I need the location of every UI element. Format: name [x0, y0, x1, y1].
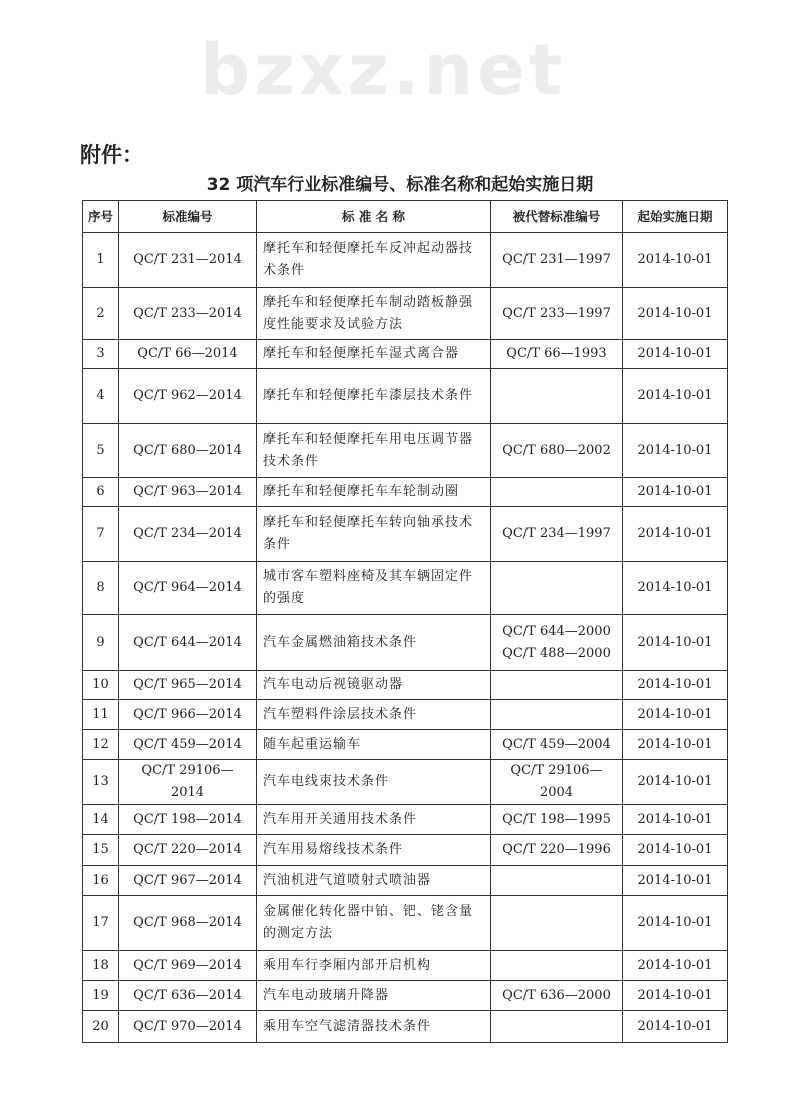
table-row — [83, 805, 728, 835]
standard-name: 摩托车和轻便摩托车转向轴承技术条件 — [257, 507, 491, 562]
standard-code: QC/T 966—2014 — [119, 700, 257, 730]
start-date: 2014-10-01 — [623, 760, 728, 805]
start-date: 2014-10-01 — [623, 981, 728, 1011]
header-no: 序号 — [83, 201, 119, 233]
start-date: 2014-10-01 — [623, 478, 728, 507]
replaced-code: QC/T 680—2002 — [491, 424, 623, 478]
start-date: 2014-10-01 — [623, 730, 728, 760]
row-number: 16 — [83, 866, 119, 896]
replaced-code — [491, 700, 623, 730]
standard-name: 汽车电线束技术条件 — [257, 760, 491, 805]
table-row — [83, 288, 728, 340]
row-number: 13 — [83, 760, 119, 805]
standard-code: QC/T 233—2014 — [119, 288, 257, 340]
start-date: 2014-10-01 — [623, 369, 728, 424]
standards-table — [82, 200, 728, 1043]
table-row — [83, 562, 728, 615]
row-number: 18 — [83, 951, 119, 981]
replaced-code: QC/T 459—2004 — [491, 730, 623, 760]
replaced-code — [491, 671, 623, 700]
table-row — [83, 233, 728, 288]
standard-code: QC/T 29106—2014 — [119, 760, 257, 805]
standard-name: 城市客车塑料座椅及其车辆固定件的强度 — [257, 562, 491, 615]
standard-name: 汽车电动后视镜驱动器 — [257, 671, 491, 700]
standard-code: QC/T 970—2014 — [119, 1011, 257, 1043]
standard-name: 汽车用易熔线技术条件 — [257, 835, 491, 866]
start-date: 2014-10-01 — [623, 233, 728, 288]
row-number: 10 — [83, 671, 119, 700]
start-date: 2014-10-01 — [623, 805, 728, 835]
watermark: bzxz.net — [200, 29, 567, 111]
standard-name: 汽车金属燃油箱技术条件 — [257, 615, 491, 671]
table-row — [83, 951, 728, 981]
row-number: 15 — [83, 835, 119, 866]
standard-code: QC/T 963—2014 — [119, 478, 257, 507]
document-title: 32 项汽车行业标准编号、标准名称和起始实施日期 — [206, 175, 594, 195]
standard-code: QC/T 459—2014 — [119, 730, 257, 760]
table-row — [83, 896, 728, 951]
table-row — [83, 730, 728, 760]
standard-name: 摩托车和轻便摩托车湿式离合器 — [257, 340, 491, 369]
replaced-code: QC/T 198—1995 — [491, 805, 623, 835]
start-date: 2014-10-01 — [623, 1011, 728, 1043]
replaced-code — [491, 369, 623, 424]
standard-code: QC/T 66—2014 — [119, 340, 257, 369]
table-row — [83, 369, 728, 424]
start-date: 2014-10-01 — [623, 896, 728, 951]
header-date: 起始实施日期 — [623, 201, 728, 233]
table-row — [83, 981, 728, 1011]
header-code: 标准编号 — [119, 201, 257, 233]
standard-name: 随车起重运输车 — [257, 730, 491, 760]
row-number: 4 — [83, 369, 119, 424]
standard-name: 摩托车和轻便摩托车车轮制动圈 — [257, 478, 491, 507]
standard-name: 乘用车行李厢内部开启机构 — [257, 951, 491, 981]
standard-name: 汽油机进气道喷射式喷油器 — [257, 866, 491, 896]
replaced-code: QC/T 234—1997 — [491, 507, 623, 562]
replaced-code: QC/T 66—1993 — [491, 340, 623, 369]
attachment-label: 附件： — [80, 143, 143, 167]
table-row — [83, 671, 728, 700]
table-row — [83, 424, 728, 478]
table-row — [83, 478, 728, 507]
row-number: 9 — [83, 615, 119, 671]
header-name: 标 准 名 称 — [257, 201, 491, 233]
row-number: 7 — [83, 507, 119, 562]
table-header — [83, 201, 728, 233]
standard-code: QC/T 680—2014 — [119, 424, 257, 478]
standard-name: 摩托车和轻便摩托车反冲起动器技术条件 — [257, 233, 491, 288]
table-row — [83, 700, 728, 730]
table-row — [83, 866, 728, 896]
standard-code: QC/T 198—2014 — [119, 805, 257, 835]
start-date: 2014-10-01 — [623, 671, 728, 700]
standard-name: 摩托车和轻便摩托车制动踏板静强度性能要求及试验方法 — [257, 288, 491, 340]
replaced-code — [491, 478, 623, 507]
start-date: 2014-10-01 — [623, 700, 728, 730]
replaced-code — [491, 562, 623, 615]
table-row — [83, 1011, 728, 1043]
standard-code: QC/T 962—2014 — [119, 369, 257, 424]
row-number: 14 — [83, 805, 119, 835]
replaced-code — [491, 951, 623, 981]
row-number: 2 — [83, 288, 119, 340]
start-date: 2014-10-01 — [623, 424, 728, 478]
row-number: 19 — [83, 981, 119, 1011]
table-row — [83, 760, 728, 805]
standard-name: 乘用车空气滤清器技术条件 — [257, 1011, 491, 1043]
standard-name: 金属催化转化器中铂、钯、铑含量的测定方法 — [257, 896, 491, 951]
table-row — [83, 507, 728, 562]
row-number: 17 — [83, 896, 119, 951]
standard-code: QC/T 969—2014 — [119, 951, 257, 981]
replaced-code: QC/T 644—2000 QC/T 488—2000 — [491, 615, 623, 671]
replaced-code — [491, 866, 623, 896]
row-number: 12 — [83, 730, 119, 760]
replaced-code: QC/T 231—1997 — [491, 233, 623, 288]
replaced-code: QC/T 636—2000 — [491, 981, 623, 1011]
row-number: 3 — [83, 340, 119, 369]
standard-code: QC/T 965—2014 — [119, 671, 257, 700]
table-row — [83, 340, 728, 369]
replaced-code: QC/T 29106—2004 — [491, 760, 623, 805]
replaced-code — [491, 896, 623, 951]
row-number: 11 — [83, 700, 119, 730]
standard-code: QC/T 964—2014 — [119, 562, 257, 615]
row-number: 8 — [83, 562, 119, 615]
start-date: 2014-10-01 — [623, 562, 728, 615]
standard-code: QC/T 968—2014 — [119, 896, 257, 951]
row-number: 5 — [83, 424, 119, 478]
start-date: 2014-10-01 — [623, 288, 728, 340]
standard-code: QC/T 644—2014 — [119, 615, 257, 671]
table-body — [83, 233, 728, 1043]
standard-code: QC/T 231—2014 — [119, 233, 257, 288]
standard-code: QC/T 636—2014 — [119, 981, 257, 1011]
row-number: 20 — [83, 1011, 119, 1043]
standard-code: QC/T 967—2014 — [119, 866, 257, 896]
replaced-code: QC/T 220—1996 — [491, 835, 623, 866]
standard-name: 摩托车和轻便摩托车用电压调节器技术条件 — [257, 424, 491, 478]
start-date: 2014-10-01 — [623, 835, 728, 866]
row-number: 6 — [83, 478, 119, 507]
row-number: 1 — [83, 233, 119, 288]
replaced-code — [491, 1011, 623, 1043]
standard-code: QC/T 220—2014 — [119, 835, 257, 866]
standard-code: QC/T 234—2014 — [119, 507, 257, 562]
standard-name: 摩托车和轻便摩托车漆层技术条件 — [257, 369, 491, 424]
table-row — [83, 615, 728, 671]
replaced-code: QC/T 233—1997 — [491, 288, 623, 340]
start-date: 2014-10-01 — [623, 951, 728, 981]
standard-name: 汽车用开关通用技术条件 — [257, 805, 491, 835]
standard-name: 汽车塑料件涂层技术条件 — [257, 700, 491, 730]
header-replaced: 被代替标准编号 — [491, 201, 623, 233]
start-date: 2014-10-01 — [623, 340, 728, 369]
table-row — [83, 835, 728, 866]
start-date: 2014-10-01 — [623, 507, 728, 562]
standard-name: 汽车电动玻璃升降器 — [257, 981, 491, 1011]
start-date: 2014-10-01 — [623, 866, 728, 896]
start-date: 2014-10-01 — [623, 615, 728, 671]
